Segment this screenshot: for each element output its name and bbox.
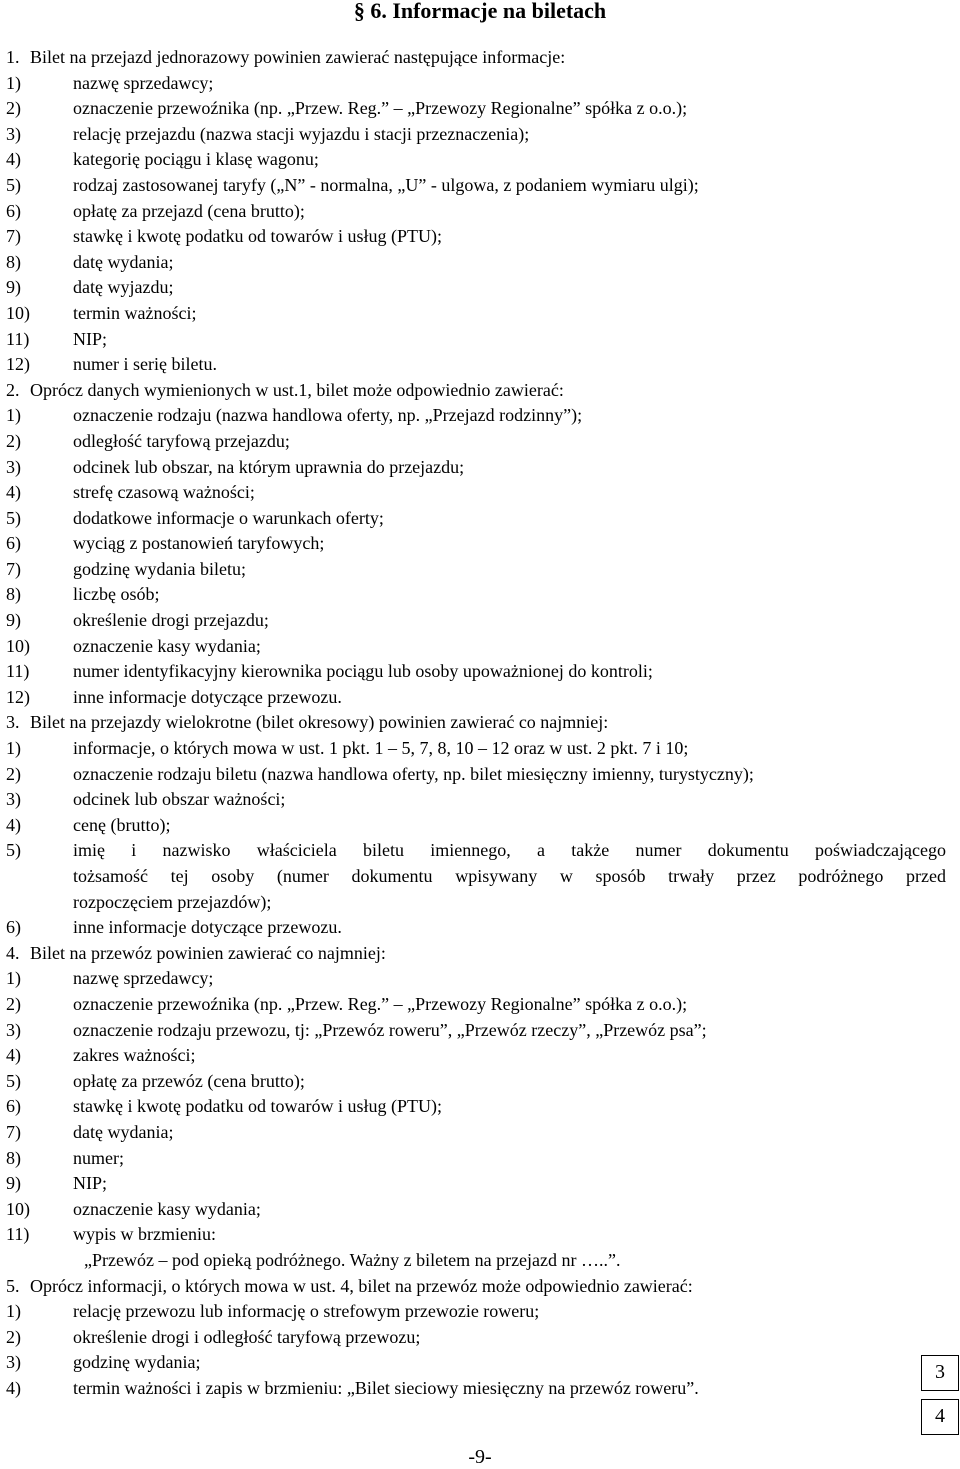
item-number: 5): [6, 174, 21, 195]
item-text: nazwę sprzedawcy;: [73, 968, 214, 989]
list-item: [6, 224, 946, 250]
item-number: 10): [6, 302, 30, 323]
item-number: 2): [6, 430, 21, 451]
list-item: [6, 1018, 946, 1044]
list-item: [6, 429, 946, 455]
item-number: 4): [6, 1377, 21, 1398]
item-number: 2): [6, 763, 21, 784]
section-text: Oprócz danych wymienionych w ust.1, bilet może odpowiednio zawierać:: [30, 379, 564, 400]
item-text: odcinek lub obszar, na którym uprawnia do przejazdu;: [73, 456, 465, 477]
list-item: [6, 199, 946, 225]
list-item: [6, 1120, 946, 1146]
list-item: [6, 685, 946, 711]
item-number: 8): [6, 584, 21, 605]
item-number: 4): [6, 1045, 21, 1066]
list-item: [6, 1069, 946, 1095]
item-number: 8): [6, 1147, 21, 1168]
item-number: 5): [6, 840, 21, 861]
section-heading: [6, 45, 946, 71]
item-number: 3): [6, 1019, 21, 1040]
item-number: 11): [6, 661, 30, 682]
item-number: 5): [6, 1070, 21, 1091]
item-number: 9): [6, 610, 21, 631]
item-text: oznaczenie kasy wydania;: [73, 1198, 261, 1219]
item-number: 6): [6, 1096, 21, 1117]
list-item: [6, 250, 946, 276]
item-number: 7): [6, 558, 21, 579]
page-box-bottom: 4: [921, 1399, 959, 1435]
page-number: -9-: [468, 1446, 492, 1468]
item-text: kategorię pociągu i klasę wagonu;: [73, 149, 319, 170]
item-number: 11): [6, 1224, 30, 1245]
item-text: dodatkowe informacje o warunkach oferty;: [73, 507, 384, 528]
item-text: datę wydania;: [73, 1121, 174, 1142]
list-item: [6, 531, 946, 557]
list-item: [6, 275, 946, 301]
item-text: liczbę osób;: [73, 584, 160, 605]
item-text: inne informacje dotyczące przewozu.: [73, 686, 342, 707]
section-5: [6, 1274, 946, 1402]
list-item: [6, 403, 946, 429]
item-text: wypis w brzmieniu:: [73, 1224, 216, 1245]
section-number: 4.: [6, 942, 20, 963]
item-text: termin ważności i zapis w brzmieniu: „Bilet sieciowy miesięczny na przewóz roweru”.: [73, 1377, 699, 1398]
item-text: oznaczenie rodzaju przewozu, tj: „Przewóz roweru”, „Przewóz rzeczy”, „Przewóz psa”;: [73, 1019, 707, 1040]
item-text: godzinę wydania biletu;: [73, 558, 246, 579]
item-text: opłatę za przejazd (cena brutto);: [73, 200, 305, 221]
item-text: określenie drogi przejazdu;: [73, 610, 269, 631]
item-number: 11): [6, 328, 30, 349]
item-text: nazwę sprzedawcy;: [73, 72, 214, 93]
item-number: 4): [6, 814, 21, 835]
item-text: termin ważności;: [73, 302, 197, 323]
section-number: 2.: [6, 379, 20, 400]
section-heading: [6, 378, 946, 404]
section-heading: [6, 1274, 946, 1300]
section-2: [6, 378, 946, 711]
list-item: [6, 634, 946, 660]
item-text: relację przewozu lub informację o strefowym przewozie roweru;: [73, 1301, 540, 1322]
item-text: odległość taryfową przejazdu;: [73, 430, 290, 451]
section-text: Bilet na przejazd jednorazowy powinien zawierać następujące informacje:: [30, 47, 566, 67]
item-number: 1): [6, 405, 21, 426]
list-item: [6, 301, 946, 327]
list-item: [6, 327, 946, 353]
item-number: 1): [6, 968, 21, 989]
item-text: wyciąg z postanowień taryfowych;: [73, 533, 325, 554]
list-item: [6, 915, 946, 941]
item-number: 2): [6, 1326, 21, 1347]
section-number: 1.: [6, 47, 20, 67]
item-number: 4): [6, 149, 21, 170]
item-number: 9): [6, 1173, 21, 1194]
item-number: 6): [6, 200, 21, 221]
item-text: numer identyfikacyjny kierownika pociągu lub osoby upoważnionej do kontroli;: [73, 661, 653, 682]
list-item: [6, 1094, 946, 1120]
item-text: NIP;: [73, 328, 108, 349]
item-number: 1): [6, 1301, 21, 1322]
item-text: oznaczenie przewoźnika (np. „Przew. Reg.” – „Przewozy Regionalne” spółka z o.o.);: [73, 993, 688, 1014]
list-item: [6, 582, 946, 608]
section-4: [6, 941, 946, 1274]
item-text: godzinę wydania;: [73, 1352, 201, 1373]
item-text: określenie drogi i odległość taryfową przewozu;: [73, 1326, 421, 1347]
item-number: 6): [6, 917, 21, 938]
item-number: 4): [6, 482, 21, 503]
item-number: 10): [6, 635, 30, 656]
item-text: relację przejazdu (nazwa stacji wyjazdu i stacji przeznaczenia);: [73, 123, 530, 144]
sections-list: [6, 45, 946, 1401]
list-item: [6, 787, 946, 813]
list-item: [6, 71, 946, 97]
list-item: [6, 173, 946, 199]
item-number: 3): [6, 789, 21, 810]
list-item: [6, 147, 946, 173]
section-text: Bilet na przewóz powinien zawierać co najmniej:: [30, 942, 386, 963]
list-item: [6, 762, 946, 788]
list-item: [6, 1299, 946, 1325]
item-number: 8): [6, 251, 21, 272]
item-text: datę wydania;: [73, 251, 174, 272]
item-number: 5): [6, 507, 21, 528]
item-text: oznaczenie rodzaju (nazwa handlowa oferty, np. „Przejazd rodzinny”);: [73, 405, 583, 426]
page-box-top: 3: [921, 1355, 959, 1391]
item-text: informacje, o których mowa w ust. 1 pkt. 1 – 5, 7, 8, 10 – 12 oraz w ust. 2 pkt. 7 i 10;: [73, 738, 689, 759]
item-text: numer;: [73, 1147, 124, 1168]
list-item: [6, 1171, 946, 1197]
item-text: oznaczenie kasy wydania;: [73, 635, 261, 656]
item-text: strefę czasową ważności;: [73, 482, 255, 503]
item-text: stawkę i kwotę podatku od towarów i usług (PTU);: [73, 226, 442, 247]
item-text: datę wyjazdu;: [73, 277, 174, 298]
page-heading: § 6. Informacje na biletach: [353, 0, 607, 23]
section-3: [6, 710, 946, 940]
item-number: 12): [6, 686, 30, 707]
item-number: 3): [6, 1352, 21, 1373]
list-item: [6, 1350, 946, 1376]
list-item: [6, 992, 946, 1018]
item-text: imię i nazwisko właściciela biletu imiennego, a także numer dokumentu poświadczającego: [73, 840, 946, 861]
item-quote: „Przewóz – pod opieką podróżnego. Ważny z biletem na przejazd nr …..”.: [84, 1249, 621, 1270]
section-number: 5.: [6, 1275, 20, 1296]
item-number: 3): [6, 456, 21, 477]
item-text: cenę (brutto);: [73, 814, 171, 835]
item-text: odcinek lub obszar ważności;: [73, 789, 286, 810]
item-text: opłatę za przewóz (cena brutto);: [73, 1070, 305, 1091]
section-number: 3.: [6, 712, 20, 733]
item-continuation: tożsamość tej osoby (numer dokumentu wpisywany w sposób trwały przez podróżnego przed: [73, 866, 946, 886]
list-item: [6, 608, 946, 634]
list-item: [6, 838, 946, 864]
item-text: oznaczenie przewoźnika (np. „Przew. Reg.” – „Przewozy Regionalne” spółka z o.o.);: [73, 98, 688, 119]
section-1: [6, 45, 946, 378]
item-text: stawkę i kwotę podatku od towarów i usług (PTU);: [73, 1096, 442, 1117]
item-number: 2): [6, 993, 21, 1014]
document-body: [6, 45, 946, 1401]
list-item: [6, 1222, 946, 1248]
section-heading: [6, 941, 946, 967]
item-number: 10): [6, 1198, 30, 1219]
list-item: [6, 1197, 946, 1223]
item-number: 9): [6, 277, 21, 298]
item-text: numer i serię biletu.: [73, 354, 217, 375]
list-item: [6, 813, 946, 839]
section-text: Oprócz informacji, o których mowa w ust. 4, bilet na przewóz może odpowiednio zawierać:: [30, 1275, 693, 1296]
item-number: 3): [6, 123, 21, 144]
section-heading: [6, 710, 946, 736]
item-text: oznaczenie rodzaju biletu (nazwa handlowa oferty, np. bilet miesięczny imienny, turystyczny);: [73, 763, 754, 784]
item-number: 1): [6, 738, 21, 759]
list-item: [6, 352, 946, 378]
item-number: 12): [6, 354, 30, 375]
list-item: [6, 1376, 946, 1402]
list-item: [6, 480, 946, 506]
list-item: [6, 966, 946, 992]
list-item: [6, 455, 946, 481]
list-item: [6, 96, 946, 122]
item-number: 2): [6, 98, 21, 119]
item-text: inne informacje dotyczące przewozu.: [73, 917, 342, 938]
list-item: [6, 506, 946, 532]
item-number: 6): [6, 533, 21, 554]
list-item: [6, 1043, 946, 1069]
list-item: [6, 1146, 946, 1172]
list-item: [6, 122, 946, 148]
item-continuation: rozpoczęciem przejazdów);: [73, 891, 272, 912]
item-number: 1): [6, 72, 21, 93]
item-number: 7): [6, 226, 21, 247]
list-item: [6, 557, 946, 583]
list-item: [6, 736, 946, 762]
item-text: rodzaj zastosowanej taryfy („N” - normalna, „U” - ulgowa, z podaniem wymiaru ulgi);: [73, 174, 699, 195]
item-text: zakres ważności;: [73, 1045, 196, 1066]
item-number: 7): [6, 1121, 21, 1142]
item-text: NIP;: [73, 1173, 108, 1194]
section-text: Bilet na przejazdy wielokrotne (bilet okresowy) powinien zawierać co najmniej:: [30, 712, 609, 733]
list-item: [6, 659, 946, 685]
list-item: [6, 1325, 946, 1351]
